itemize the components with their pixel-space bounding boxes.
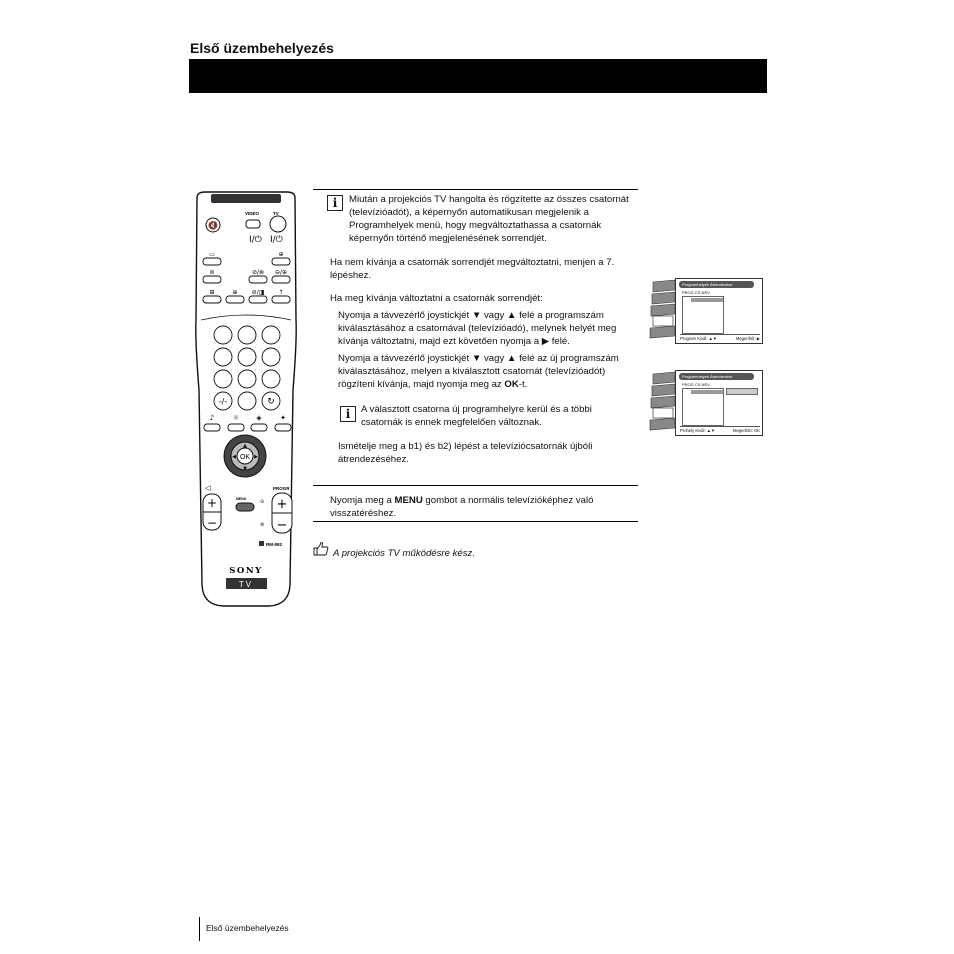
svg-text:♪: ♪	[209, 414, 215, 422]
section-rule-middle	[313, 485, 638, 486]
remote-control-illustration	[193, 190, 299, 608]
svg-text:⊘/⊗: ⊘/⊗	[251, 269, 265, 276]
svg-text:↑: ↑	[278, 289, 284, 296]
paragraph-change-intro: Ha meg kívánja változtatni a csatornák sorrendjét:	[330, 293, 543, 304]
svg-text:↻: ↻	[267, 397, 275, 407]
svg-text:▲: ▲	[243, 443, 247, 449]
paragraph-menu: Nyomja meg a MENU gombot a normális televízióképhez való visszatéréshez.	[330, 495, 594, 519]
svg-text:⊝: ⊝	[260, 499, 265, 505]
info-icon: i	[340, 406, 356, 422]
svg-text:+: +	[206, 496, 218, 510]
program-list	[682, 296, 724, 334]
programhelyek-screen: Programhelyek Átrendezése PROG CS NÉV Program Kivál: ▲▼ Megerősít: ▶	[675, 278, 763, 344]
svg-text:TV: TV	[273, 211, 279, 216]
footer-section-title: Első üzembehelyezés	[206, 923, 289, 933]
paragraph-skip: Ha nem kívánja a csatornák sorrendjét megváltoztatni, menjen a 7. lépéshez.	[330, 257, 615, 281]
program-list	[682, 388, 724, 426]
footer-bar	[199, 917, 200, 941]
programhelyek-screen: Programhelyek Átrendezése PROG CS NÉV Prohely Kivál: ▲▼ Megerősít: OK	[675, 370, 763, 436]
thumbs-up-icon	[313, 542, 329, 556]
svg-text:−: −	[276, 518, 288, 533]
svg-text:🔇: 🔇	[208, 221, 218, 230]
menu-tabs-icon	[649, 278, 675, 340]
svg-text:▭: ▭	[209, 251, 215, 258]
step-b2: Nyomja a távvezérlő joystickjét ▼ vagy ▲ felé az új programszám kiválasztásához, melyen a kiválasztott csatornát (televízióadót) rögzíteni kívánja, majd nyomja meg az OK-t.	[338, 353, 619, 390]
svg-text:I/⏻: I/⏻	[270, 235, 283, 245]
svg-text:✦: ✦	[280, 414, 286, 422]
svg-text:☼: ☼	[232, 414, 240, 422]
svg-text:⊖/⊕: ⊖/⊕	[274, 269, 288, 276]
svg-text:◈: ◈	[256, 414, 262, 422]
paragraph-repeat: Ismételje meg a b1) és b2) lépést a televíziócsatornák újbóli átrendezéséhez.	[338, 441, 593, 465]
svg-text:PROGR: PROGR	[273, 486, 290, 491]
header-bar	[189, 59, 767, 93]
tv-screen-illustration-1	[649, 278, 761, 344]
svg-text:SONY: SONY	[229, 566, 263, 576]
svg-text:▶: ▶	[254, 454, 258, 460]
svg-text:◁: ◁	[205, 484, 211, 492]
svg-text:⊘/◨: ⊘/◨	[251, 289, 265, 296]
svg-text:-/-: -/-	[218, 397, 228, 406]
selected-channel-marker	[726, 388, 758, 395]
svg-text:◀: ◀	[232, 454, 236, 460]
paragraph-result: A választott csatorna új programhelyre kerül és a többi csatornák is ennek megfelelően változnak.	[361, 404, 592, 428]
page-title: Első üzembehelyezés	[190, 40, 334, 56]
svg-text:⊜: ⊜	[209, 269, 215, 276]
svg-text:⊕: ⊕	[278, 251, 284, 258]
svg-text:RM-892: RM-892	[266, 542, 283, 547]
section-rule-top	[313, 189, 638, 190]
svg-text:MENU: MENU	[236, 497, 247, 501]
tv-screen-illustration-2	[649, 370, 761, 436]
ready-note: A projekciós TV működésre kész.	[333, 548, 476, 559]
svg-text:OK: OK	[239, 454, 251, 461]
svg-text:⊕: ⊕	[232, 289, 238, 296]
svg-text:▼: ▼	[243, 466, 247, 472]
svg-text:TV: TV	[238, 580, 254, 589]
paragraph-intro: Miután a projekciós TV hangolta és rögzítette az összes csatornát (televízióadót), a képernyőn automatikusan megjelenik a Programhelyek menü, hogy megváltoztathassa a csatornák képernyőn történő megjelenésének sorrendjét.	[349, 194, 629, 244]
video-label: VIDEO	[245, 211, 260, 216]
step-b1: Nyomja a távvezérlő joystickjét ▼ vagy ▲ felé a programszám kiválasztásához a csatornával (televízióadó), melynek helyét meg kívánja változtatni, majd ezt követően nyomja a ▶ felé.	[338, 310, 617, 347]
info-icon: i	[327, 195, 343, 211]
svg-text:+: +	[276, 497, 288, 512]
menu-tabs-icon	[649, 370, 675, 432]
svg-text:⊞: ⊞	[209, 289, 215, 296]
svg-text:I/⏻: I/⏻	[249, 235, 262, 245]
svg-text:⊜: ⊜	[260, 522, 265, 528]
svg-text:−: −	[206, 516, 218, 530]
section-rule-bottom	[313, 521, 638, 522]
